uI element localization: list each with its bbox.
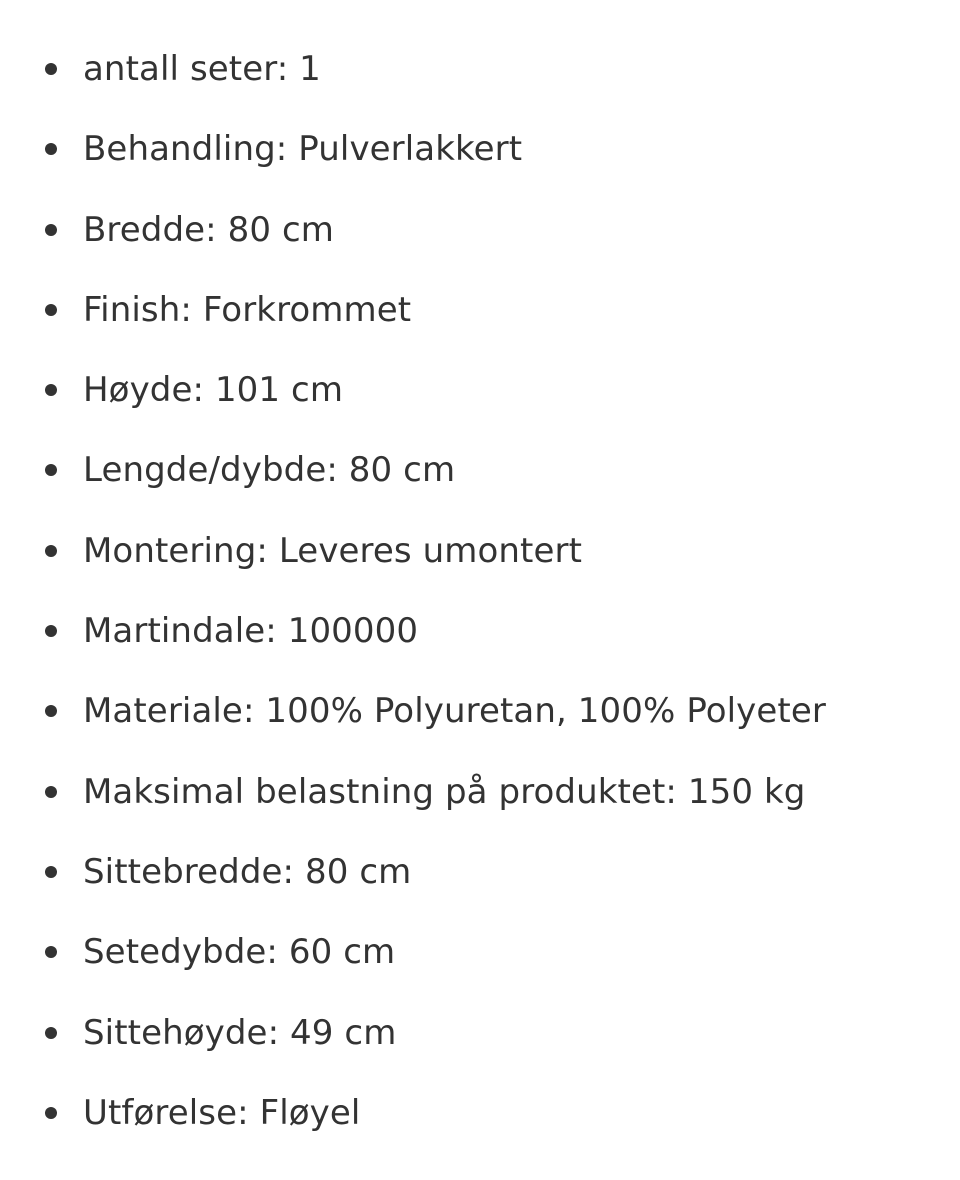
spec-item-seat-width: [0, 851, 960, 931]
bullet-icon: [45, 545, 57, 557]
spec-item-seat-depth: [0, 931, 960, 1011]
spec-item-material: [0, 690, 960, 770]
bullet-icon: [45, 705, 57, 717]
bullet-icon: [45, 384, 57, 396]
spec-text: Høyde: 101 cm: [83, 370, 344, 411]
spec-text: Montering: Leveres umontert: [83, 530, 583, 571]
spec-item-width: [0, 209, 960, 289]
spec-item-assembly: [0, 530, 960, 610]
bullet-icon: [45, 143, 57, 155]
spec-text: Finish: Forkrommet: [83, 289, 412, 330]
bullet-icon: [45, 786, 57, 798]
spec-text: Behandling: Pulverlakkert: [83, 129, 523, 170]
bullet-icon: [45, 1027, 57, 1039]
spec-text: antall seter: 1: [83, 49, 321, 89]
spec-item-seat-height: [0, 1012, 960, 1092]
spec-item-treatment: [0, 128, 960, 208]
spec-text: Sittebredde: 80 cm: [83, 851, 412, 892]
bullet-icon: [45, 464, 57, 476]
spec-text: Bredde: 80 cm: [83, 209, 335, 250]
spec-text: Martindale: 100000: [83, 611, 419, 652]
spec-text: Utførelse: Fløyel: [83, 1092, 361, 1133]
bullet-icon: [45, 625, 57, 637]
bullet-icon: [45, 866, 57, 878]
bullet-icon: [45, 63, 57, 75]
bullet-icon: [45, 946, 57, 958]
spec-text: Lengde/dybde: 80 cm: [83, 450, 456, 491]
spec-text: Materiale: 100% Polyuretan, 100% Polyeter: [83, 691, 826, 732]
spec-text: Maksimal belastning på produktet: 150 kg: [83, 771, 806, 812]
spec-text: Sittehøyde: 49 cm: [83, 1012, 397, 1053]
spec-item-height: [0, 369, 960, 449]
spec-item-max-load: [0, 771, 960, 851]
spec-item-upholstery: [0, 1092, 960, 1172]
spec-item-length-depth: [0, 449, 960, 529]
spec-text: Setedybde: 60 cm: [83, 932, 396, 973]
spec-item-finish: [0, 289, 960, 369]
product-spec-list: [0, 48, 960, 1172]
bullet-icon: [45, 1107, 57, 1119]
bullet-icon: [45, 304, 57, 316]
spec-item-martindale: [0, 610, 960, 690]
spec-item-seats: [0, 48, 960, 128]
bullet-icon: [45, 224, 57, 236]
